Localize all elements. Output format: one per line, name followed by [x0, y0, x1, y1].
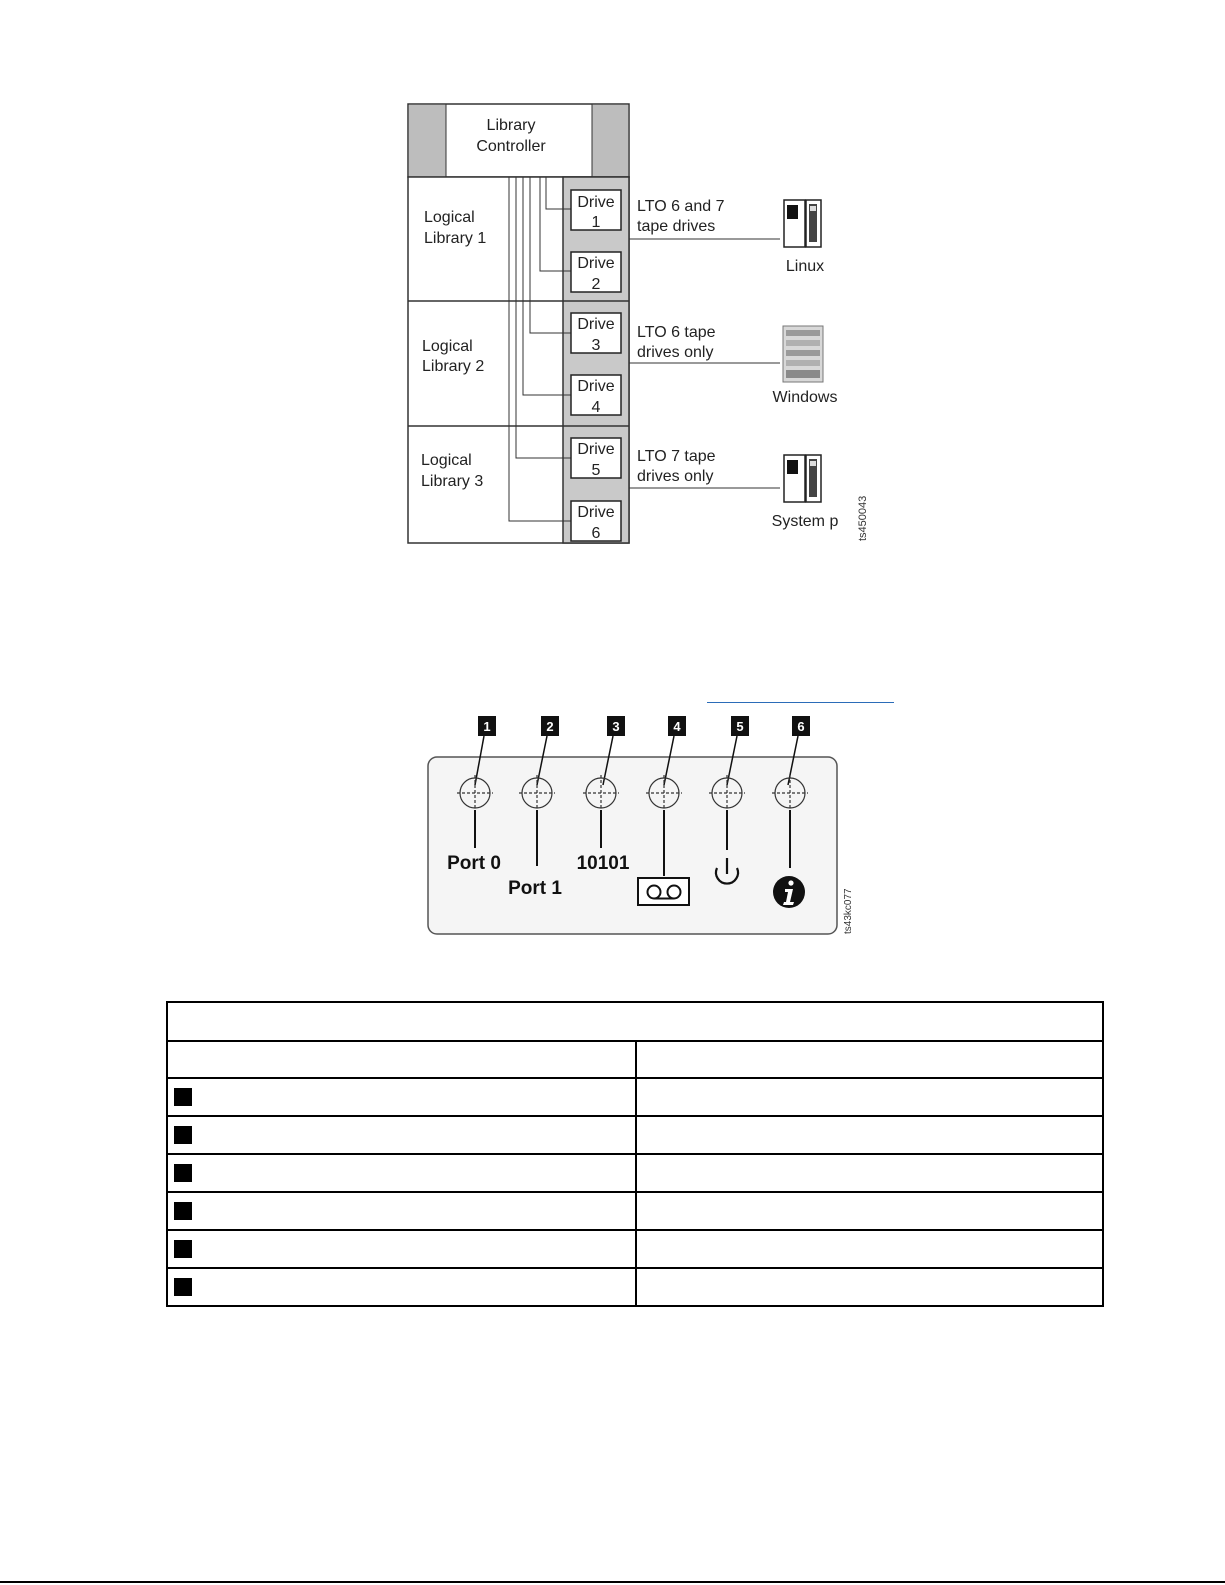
svg-text:4: 4	[591, 399, 601, 416]
host-linux: Linux	[785, 258, 825, 275]
page-bottom-rule	[0, 1581, 1225, 1583]
windows-server-icon	[783, 326, 823, 382]
svg-text:Library 2: Library 2	[422, 358, 485, 375]
table-row	[167, 1268, 1103, 1306]
drive-6	[571, 501, 621, 542]
svg-text:LTO 7 tape: LTO 7 tape	[637, 448, 716, 465]
table-cell	[636, 1268, 1103, 1306]
callout-3	[607, 716, 625, 736]
svg-text:Drive: Drive	[577, 194, 615, 211]
svg-text:tape drives: tape drives	[637, 218, 716, 235]
svg-text:3: 3	[612, 719, 620, 734]
svg-text:Drive: Drive	[577, 441, 615, 458]
svg-text:5: 5	[591, 462, 601, 479]
svg-text:6: 6	[591, 525, 601, 542]
tape-cartridge-icon	[638, 878, 689, 905]
table-row	[167, 1078, 1103, 1116]
table-caption-row	[167, 1002, 1103, 1041]
drive-5	[571, 438, 621, 479]
svg-text:Drive: Drive	[577, 255, 615, 272]
svg-text:LTO 6 tape: LTO 6 tape	[637, 324, 716, 341]
table-cell	[167, 1154, 636, 1192]
controller-label-line2: Controller	[476, 138, 546, 155]
svg-text:Drive: Drive	[577, 504, 615, 521]
svg-text:5: 5	[736, 719, 744, 734]
svg-text:3: 3	[591, 337, 601, 354]
table-cell	[167, 1192, 636, 1230]
led-description-table	[166, 1001, 1104, 1307]
svg-text:Library 1: Library 1	[424, 230, 487, 247]
table-row	[167, 1154, 1103, 1192]
table-row	[167, 1230, 1103, 1268]
callout-5	[731, 716, 749, 736]
system-p-server-icon	[784, 455, 821, 502]
svg-text:drives only: drives only	[637, 344, 714, 361]
table-cell	[636, 1192, 1103, 1230]
svg-text:Library 3: Library 3	[421, 473, 484, 490]
svg-text:Logical: Logical	[421, 452, 472, 469]
label-port-0: Port 0	[447, 853, 501, 874]
table-cell	[636, 1230, 1103, 1268]
table-cell	[636, 1154, 1103, 1192]
label-port-1: Port 1	[508, 878, 562, 899]
table-cell	[636, 1116, 1103, 1154]
svg-text:1: 1	[483, 719, 491, 734]
svg-text:drives only: drives only	[637, 468, 714, 485]
table-cell	[167, 1078, 636, 1116]
led-panel-diagram	[400, 710, 860, 942]
figure-id-2: ts43kc077	[843, 888, 854, 934]
svg-text:Logical: Logical	[422, 338, 473, 355]
table-header-row	[167, 1041, 1103, 1078]
host-windows: Windows	[772, 389, 838, 406]
callout-marker	[174, 1202, 192, 1220]
library-controller	[408, 104, 629, 177]
svg-text:Logical: Logical	[424, 209, 475, 226]
callout-6	[792, 716, 810, 736]
callout-1	[478, 716, 496, 736]
callout-2	[541, 716, 559, 736]
connection-label-2	[637, 324, 716, 361]
drive-1	[571, 190, 621, 231]
callout-marker	[174, 1278, 192, 1296]
callout-4	[668, 716, 686, 736]
figure-id-1: ts450043	[857, 495, 869, 541]
logical-library-diagram	[0, 0, 1225, 600]
table-header-cell	[636, 1041, 1103, 1078]
table-row	[167, 1192, 1103, 1230]
connection-label-3	[637, 448, 716, 485]
drive-2	[571, 252, 621, 293]
connection-label-1	[637, 198, 725, 235]
svg-text:1: 1	[591, 214, 601, 231]
table-cell	[167, 1268, 636, 1306]
table-cell	[167, 1116, 636, 1154]
controller-label-line1: Library	[486, 117, 536, 134]
svg-text:Drive: Drive	[577, 316, 615, 333]
svg-text:2: 2	[591, 276, 601, 293]
table-header-cell	[167, 1041, 636, 1078]
svg-text:4: 4	[673, 719, 681, 734]
host-system-p: System p	[771, 513, 839, 530]
drive-3	[571, 313, 621, 354]
drive-4	[571, 375, 621, 416]
svg-text:6: 6	[797, 719, 805, 734]
info-icon	[773, 876, 805, 908]
svg-text:2: 2	[546, 719, 554, 734]
svg-text:Drive: Drive	[577, 378, 615, 395]
label-activity: 10101	[576, 853, 630, 874]
link-underline	[707, 702, 894, 703]
table-caption-cell	[167, 1002, 1103, 1041]
table-cell	[636, 1078, 1103, 1116]
svg-text:LTO 6 and 7: LTO 6 and 7	[637, 198, 725, 215]
callout-marker	[174, 1240, 192, 1258]
callout-marker	[174, 1088, 192, 1106]
callout-marker	[174, 1164, 192, 1182]
callout-marker	[174, 1126, 192, 1144]
linux-server-icon	[784, 200, 821, 247]
table-row	[167, 1116, 1103, 1154]
table-cell	[167, 1230, 636, 1268]
